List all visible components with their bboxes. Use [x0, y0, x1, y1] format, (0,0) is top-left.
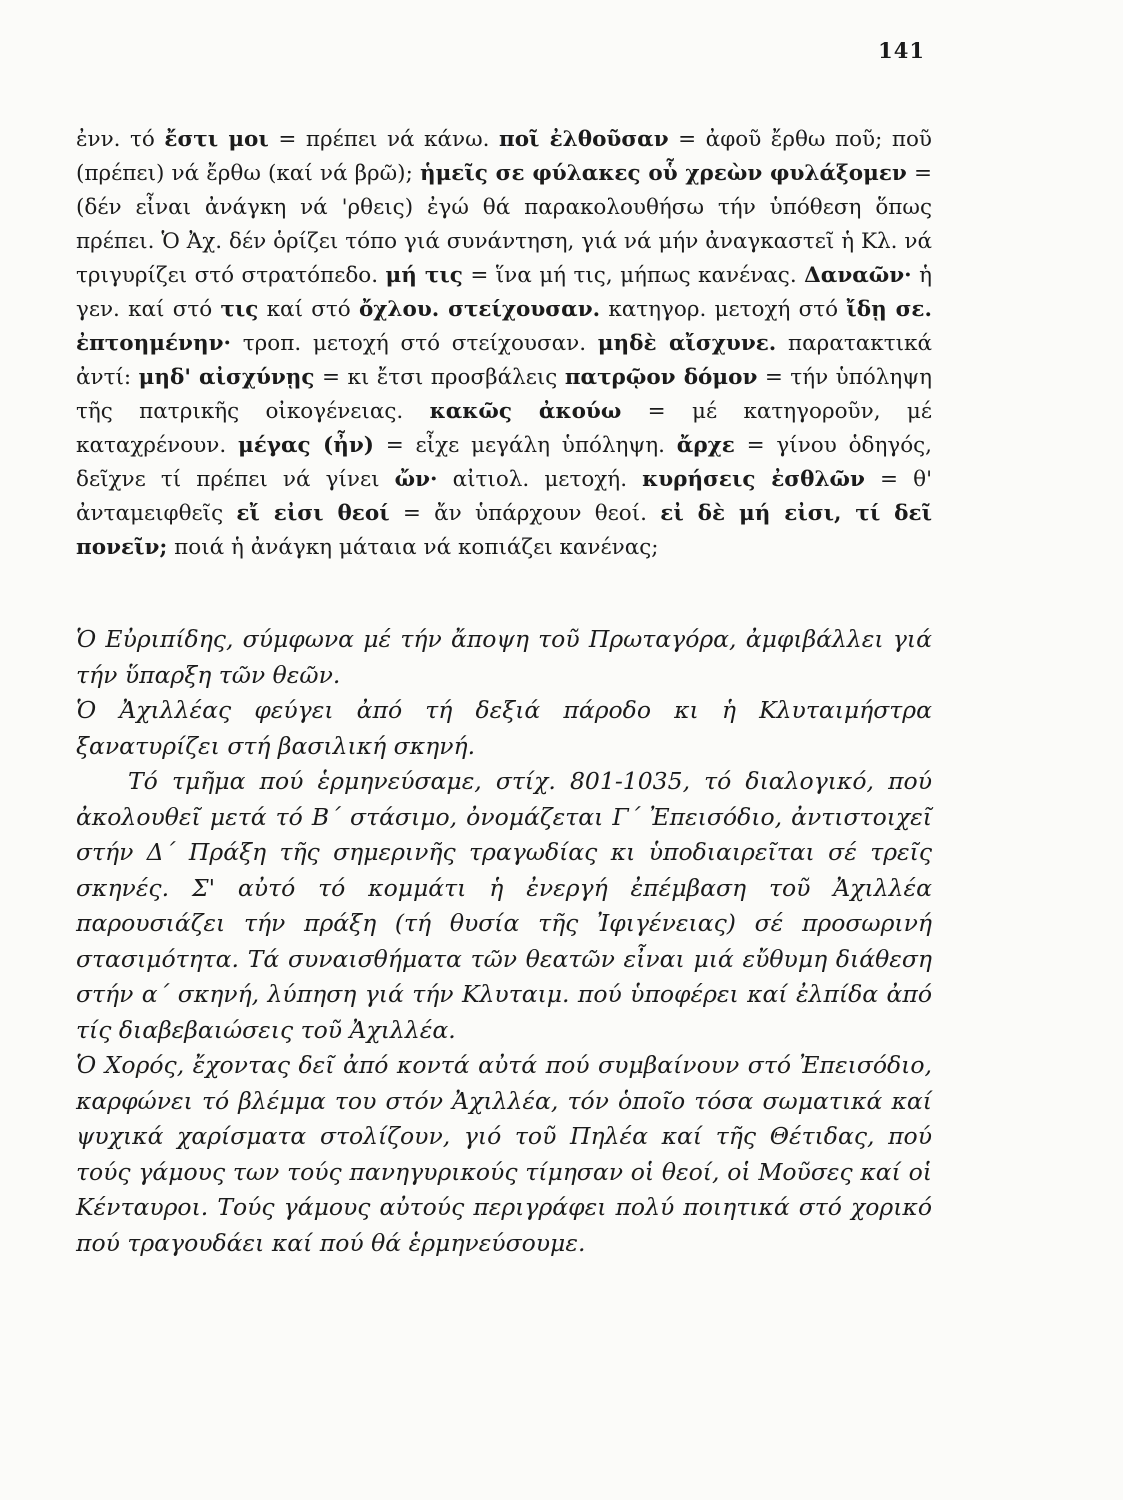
lemma-term: μηδὲ αἴσχυνε. [597, 331, 777, 356]
page-number: 141 [878, 38, 925, 63]
lemma-term: ἔστι μοι [164, 127, 269, 152]
notes-paragraph [76, 123, 932, 565]
lemma-term: μηδ' αἰσχύνῃς [138, 365, 315, 390]
lemma-term: Δαναῶν· [804, 263, 912, 288]
note-text: = εἶχε μεγάλη ὑπόληψη. [373, 433, 677, 458]
note-text: ἡ γεν. καί στό [76, 263, 932, 322]
lemma-term: ὄχλου. στείχουσαν. [358, 297, 601, 322]
lemma-term: μή τις [385, 263, 463, 288]
lemma-term: κυρήσεις ἐσθλῶν [642, 467, 865, 492]
note-text: = (δέν εἶναι ἀνάγκη νά 'ρθεις) ἐγώ θά παρακολουθήσω τήν ὑπόθεση ὅπως πρέπει. Ὁ Ἀχ. δέν ὁρίζει τόπο γιά συνάντηση, γιά νά μήν ἀναγκαστεῖ ἡ Κλ. νά τριγυρίζει στό στρατόπεδο. [76, 161, 932, 288]
commentary-paragraph-4: Ὁ Χορός, ἔχοντας δεῖ ἀπό κοντά αὐτά πού συμβαίνουν στό Ἐπεισόδιο, καρφώνει τό βλέμμα του στόν Ἀχιλλέα, τόν ὁποῖο τόσα σωματικά καί ψυχικά χαρίσματα στολίζουν, γιό τοῦ Πηλέα καί τῆς Θέτιδας, πού τούς γάμους των τούς πανηγυρικούς τίμησαν οἱ θεοί, οἱ Μοῦσες καί οἱ Κένταυροι. Τούς γάμους αὐτούς περιγράφει πολύ ποιητικά στό χορικό πού τραγουδάει καί πού θά ἑρμηνεύσουμε. [76, 1051, 932, 1257]
lemma-term: ἄρχε [676, 433, 735, 458]
lemma-term: μέγας (ἦν) [237, 433, 374, 458]
note-text: ποιά ἡ ἀνάγκη μάταια νά κοπιάζει κανένας; [167, 535, 659, 560]
note-text: = ἄν ὑπάρχουν θεοί. [389, 501, 661, 526]
note-text: = μέ κατηγοροῦν, μέ καταχρένουν. [76, 399, 932, 458]
lemma-term: κακῶς ἀκούω [429, 399, 622, 424]
note-text: = τήν ὑπόληψη τῆς πατρικῆς οἰκογένειας. [76, 365, 932, 424]
commentary-paragraph-3: Τό τμῆμα πού ἑρμηνεύσαμε, στίχ. 801-1035, τό διαλογικό, πού ἀκολουθεῖ μετά τό Β΄ στάσιμο, ὀνομάζεται Γ΄ Ἐπεισόδιο, ἀντιστοιχεῖ στήν Δ΄ Πράξη τῆς σημερινῆς τραγωδίας κι ὑποδιαιρεῖται σέ τρεῖς σκηνές. Σ' αὐτό τό κομμάτι ἡ ἐνεργή ἐπέμβαση τοῦ Ἀχιλλέα παρουσιάζει τήν πράξη (τή θυσία τῆς Ἰφιγένειας) σέ προσωρινή στασιμότητα. Τά συναισθήματα τῶν θεατῶν εἶναι μιά εὔθυμη διάθεση στήν α΄ σκηνή, λύπηση γιά τήν Κλυταιμ. πού ὑποφέρει καί ἐλπίδα ἀπό τίς διαβεβαιώσεις τοῦ Ἀχιλλέα. [76, 767, 932, 1044]
note-text: κατηγορ. μετοχή στό [600, 297, 847, 322]
lemma-term: τις [220, 297, 259, 322]
lemma-term: ἡμεῖς σε φύλακες οὗ χρεὼν φυλάξομεν [419, 161, 907, 186]
commentary-paragraph-2: Ὁ Ἀχιλλέας φεύγει ἀπό τή δεξιά πάροδο κι ἡ Κλυταιμήστρα ξανατυρίζει στή βασιλική σκηνή. [76, 696, 932, 760]
lemma-term: πατρῷον δόμον [564, 365, 758, 390]
note-text: = ἵνα μή τις, μήπως κανένας. [462, 263, 805, 288]
commentary-section [76, 622, 932, 1261]
lemma-term: ποῖ ἐλθοῦσαν [498, 127, 669, 152]
note-text: = θ' ἀνταμειφθεῖς [76, 467, 932, 526]
note-text: καί στό [258, 297, 359, 322]
lemma-term: ὤν· [394, 467, 438, 492]
note-text: παρατακτικά ἀντί: [76, 331, 932, 390]
note-text: = κι ἔτσι προσβάλεις [314, 365, 565, 390]
note-text: = πρέπει νά κάνω. [268, 127, 499, 152]
lemma-term: εἰ δὲ μή εἰσι, τί δεῖ πονεῖν; [76, 501, 932, 560]
note-text: αἰτιολ. μετοχή. [437, 467, 643, 492]
note-text: = γίνου ὁδηγός, δεῖχνε τί πρέπει νά γίνει [76, 433, 933, 492]
note-text: τροπ. μετοχή στό στείχουσαν. [231, 331, 598, 356]
lemma-term: ἴδῃ σε. ἐπτοημένην· [76, 297, 932, 356]
lemma-term: εἴ εἰσι θεοί [236, 501, 390, 526]
note-text: = ἀφοῦ ἔρθω ποῦ; ποῦ (πρέπει) νά ἔρθω (καί νά βρῶ); [76, 127, 932, 186]
commentary-paragraph-1: Ὁ Εὐριπίδης, σύμφωνα μέ τήν ἄποψη τοῦ Πρωταγόρα, ἀμφιβάλλει γιά τήν ὕπαρξη τῶν θεῶν. [76, 625, 932, 689]
note-text: ἐνν. τό [76, 127, 165, 152]
